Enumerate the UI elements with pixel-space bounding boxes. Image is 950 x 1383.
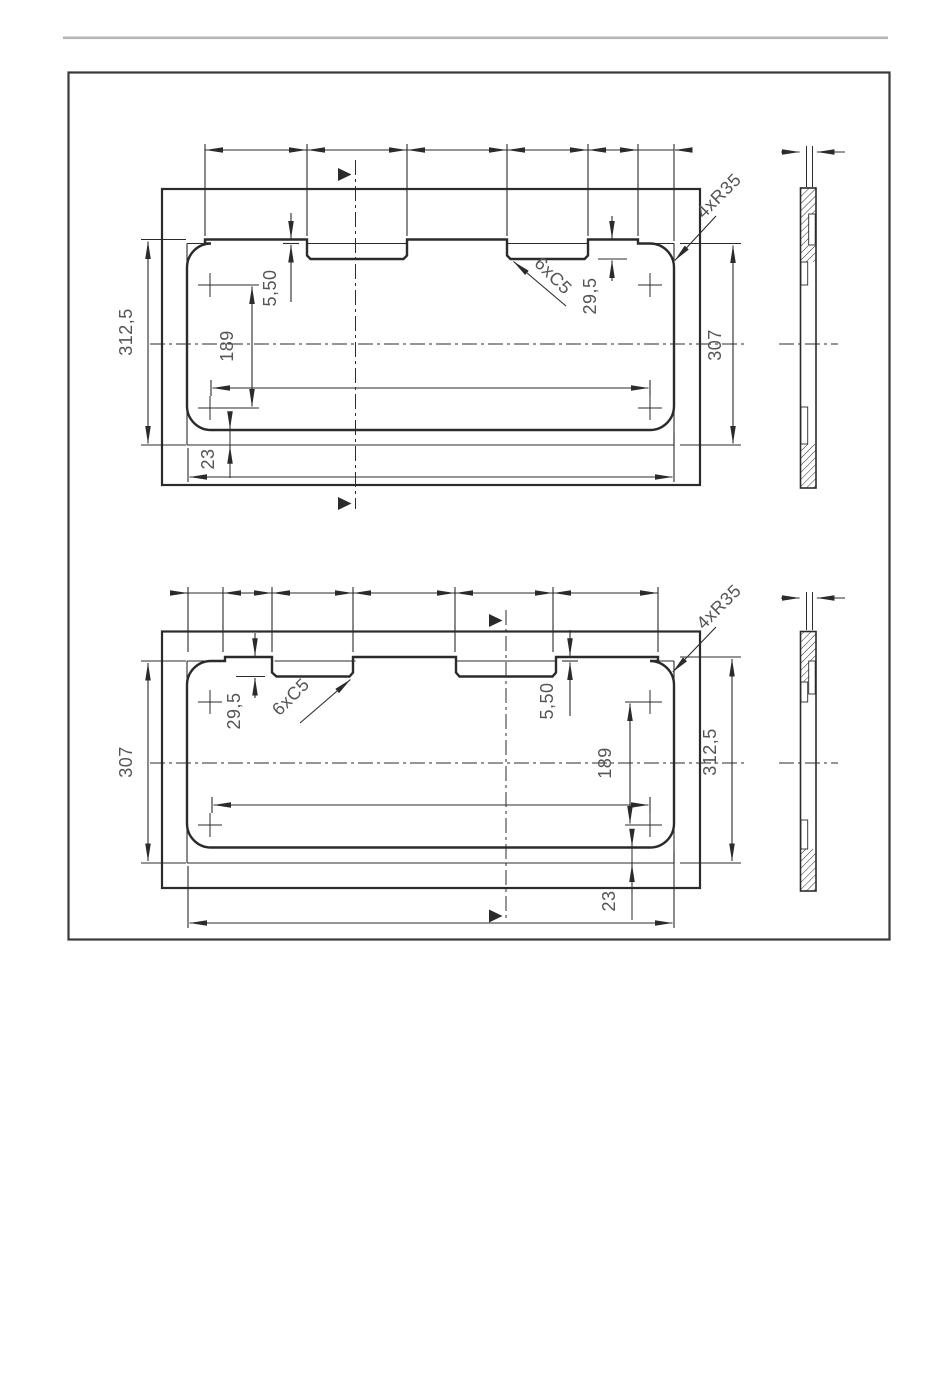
dim-step-depth-label: 5,50 [260, 269, 280, 307]
section-recess [801, 820, 808, 849]
top-chain-dimension [205, 144, 689, 241]
top-side-section [779, 146, 845, 488]
dim-blank-height-label: 312,5 [700, 728, 720, 776]
bottom-width-dimension [188, 433, 674, 482]
target-width-dimension [211, 380, 650, 396]
dim-edge-offset-label: 23 [599, 890, 619, 912]
hatch-area [801, 661, 809, 682]
target-width-dimension [212, 797, 650, 813]
chamfer-callout [268, 674, 350, 723]
hatch-area [801, 188, 817, 214]
top-chain-dimension [174, 587, 659, 652]
top-rule [63, 37, 888, 40]
hatch-area [801, 632, 817, 662]
dim-part-height-label: 307 [705, 329, 725, 361]
projection-lines [807, 592, 813, 630]
corner-radius-label: 4xR35 [692, 169, 746, 223]
datum-triangle-top [489, 614, 503, 627]
part-height-dimension [116, 661, 186, 863]
section-recess [801, 262, 808, 285]
chain-extension-lines [188, 587, 658, 652]
dim-edge-offset-label: 23 [198, 448, 218, 470]
blank-height-dimension [116, 240, 186, 446]
dim-notch-depth-label: 29,5 [580, 277, 600, 315]
hatch-area [801, 849, 817, 891]
target-spacing-dimension [217, 285, 259, 408]
hatch-area [801, 214, 809, 262]
chamfer-callout [514, 253, 576, 306]
dim-part-height-label: 307 [116, 746, 136, 778]
centerlines [150, 160, 744, 509]
dim-target-spacing-label: 189 [595, 747, 615, 779]
datum-triangle-top [338, 168, 352, 181]
chain-extension-lines [205, 144, 674, 241]
blank-height-dimension [680, 657, 741, 863]
stock-outline [162, 189, 700, 485]
part-outline [187, 240, 674, 431]
top-view-drawing [116, 144, 745, 510]
corner-radius-callout [673, 580, 745, 672]
projection-lines [807, 146, 813, 187]
section-recess [801, 407, 808, 444]
hatch-area [801, 444, 817, 488]
datum-triangle-bottom [338, 497, 352, 510]
notch-depth-dimension [224, 633, 265, 730]
step-depth-dimension [537, 630, 578, 720]
drawing-frame [69, 73, 890, 940]
corner-radius-label: 4xR35 [692, 580, 746, 634]
chamfer-label: 6xC5 [530, 253, 576, 299]
datum-triangles [489, 614, 503, 923]
section-recess [809, 214, 816, 245]
step-depth-dimension [260, 213, 299, 307]
datum-triangles [338, 168, 352, 510]
bottom-side-section [779, 592, 845, 891]
notch-depth-dimension [580, 216, 627, 315]
dim-target-spacing-label: 189 [217, 330, 237, 362]
section-recess [801, 682, 808, 702]
dim-notch-depth-label: 29,5 [224, 692, 244, 730]
section-recess [809, 661, 816, 694]
chamfer-label: 6xC5 [268, 674, 314, 720]
dim-blank-height-label: 312,5 [116, 308, 136, 356]
dim-step-depth-label: 5,50 [537, 682, 557, 720]
datum-triangle-bottom [489, 910, 503, 923]
stock-outline [162, 632, 700, 889]
hatch-area [809, 246, 817, 262]
corner-radius-callout [675, 169, 745, 260]
bottom-view-drawing [116, 580, 745, 928]
